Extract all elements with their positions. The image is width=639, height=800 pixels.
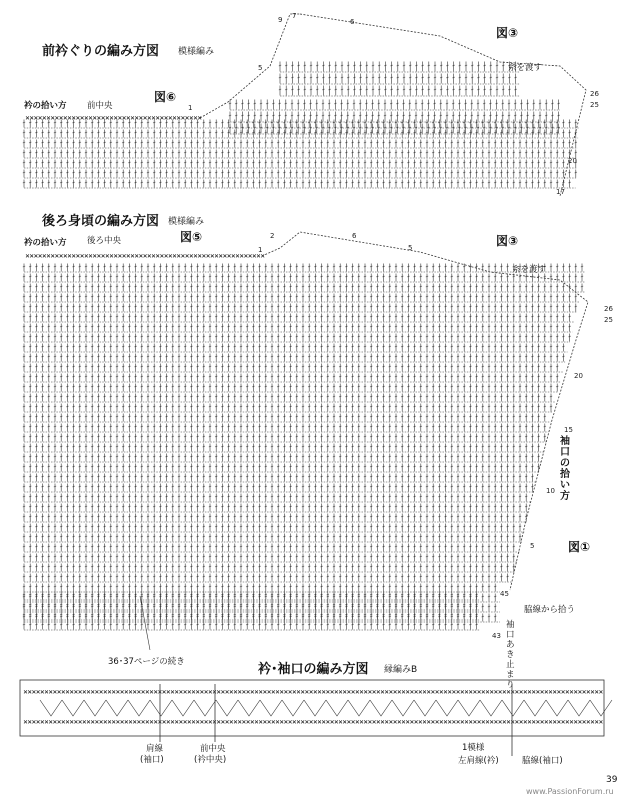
sleeve-pickup-label: 袖口の拾い方 <box>560 436 570 502</box>
continued-label: 36･37ページの続き <box>108 657 185 667</box>
edge-subtitle: 縁編みB <box>384 665 418 675</box>
edge-fan <box>590 700 612 716</box>
top-num: 26 <box>590 90 599 98</box>
top-stitch-grid <box>23 120 579 189</box>
back-subtitle: 模様編み <box>168 217 205 227</box>
back-num: 43 <box>492 632 501 640</box>
edge-fan <box>546 700 568 716</box>
top-fig-left: 図⑥ <box>154 90 177 104</box>
back-num: 2 <box>270 232 275 240</box>
top-yarn-label: 糸を渡す <box>508 63 543 73</box>
edge-fan <box>216 700 238 716</box>
edge-fan <box>84 700 106 716</box>
edge-fan <box>40 700 62 716</box>
back-num: 25 <box>604 316 613 324</box>
edge-fan <box>150 700 172 716</box>
edge-fan <box>238 700 260 716</box>
back-fig-left: 図⑤ <box>180 230 203 244</box>
edge-side-line-label: 脇線(袖口) <box>522 756 563 766</box>
edge-fan <box>128 700 150 716</box>
top-center-label: 前中央 <box>87 101 113 111</box>
back-title: 後ろ身頃の編み方図 <box>42 214 160 229</box>
edge-fan <box>392 700 414 716</box>
edge-row-1 <box>24 690 602 693</box>
edge-fan <box>436 700 458 716</box>
edge-fan <box>480 700 502 716</box>
back-num: 20 <box>574 372 583 380</box>
top-pickup-label: 衿の拾い方 <box>24 101 67 111</box>
sleeve-end-label: 袖口あき止まり <box>506 620 515 690</box>
back-hem-grid <box>23 592 480 631</box>
top-num: 17 <box>556 188 565 196</box>
edge-fan <box>106 700 128 716</box>
top-num: 7 <box>292 12 297 20</box>
back-collar-row <box>26 254 264 257</box>
page-number: 39 <box>606 775 618 785</box>
edge-fan <box>370 700 392 716</box>
back-num: 5 <box>530 542 535 550</box>
back-num: 1 <box>258 246 263 254</box>
edge-fan <box>62 700 84 716</box>
edge-row-2 <box>24 720 602 723</box>
edge-left-shoulder-label: 左肩線(衿) <box>458 756 499 766</box>
back-fig-right: 図③ <box>496 234 519 248</box>
back-yarn-label: 糸を渡す <box>512 265 547 275</box>
edge-shoulder-sub: (袖口) <box>140 755 164 765</box>
top-subtitle: 模様編み <box>178 47 215 57</box>
top-shoulder-line <box>300 14 586 196</box>
edge-front-center-label: 前中央 <box>200 744 226 754</box>
edge-fan <box>260 700 282 716</box>
top-num: 25 <box>590 101 599 109</box>
edge-fan <box>524 700 546 716</box>
edge-fan <box>414 700 436 716</box>
top-fig-right: 図③ <box>496 26 519 40</box>
back-num: 45 <box>500 590 509 598</box>
edge-fan <box>172 700 194 716</box>
side-pickup-label: 脇線から拾う <box>524 605 576 615</box>
back-num: 5 <box>408 244 413 252</box>
back-num: 10 <box>546 487 555 495</box>
back-num: 15 <box>564 426 573 434</box>
back-pickup-label: 衿の拾い方 <box>24 238 67 248</box>
edge-fan <box>194 700 216 716</box>
top-upper-grid <box>229 100 560 135</box>
top-num: 1 <box>188 104 193 112</box>
edge-fan <box>568 700 590 716</box>
edge-fan <box>304 700 326 716</box>
edge-fan <box>348 700 370 716</box>
edge-fan <box>458 700 480 716</box>
back-outline <box>262 232 591 590</box>
back-center-label: 後ろ中央 <box>87 236 122 246</box>
edge-fan <box>326 700 348 716</box>
top-collar-row <box>26 116 201 119</box>
edge-frame <box>20 680 604 736</box>
top-num: 9 <box>278 16 283 24</box>
edge-shoulder-label: 肩線 <box>146 744 164 754</box>
back-stitch-grid <box>23 264 585 623</box>
watermark: www.PassionForum.ru <box>526 787 614 796</box>
edge-front-center-sub: (衿中央) <box>194 755 227 765</box>
edge-title: 衿･袖口の編み方図 <box>258 662 369 677</box>
back-num: 6 <box>352 232 357 240</box>
top-num: 20 <box>568 157 577 165</box>
edge-pattern-label: 1模様 <box>462 743 485 753</box>
top-title: 前衿ぐりの編み方図 <box>42 44 160 59</box>
top-num: 6 <box>350 18 355 26</box>
back-num: 26 <box>604 305 613 313</box>
edge-fan <box>502 700 524 716</box>
edge-fan <box>282 700 304 716</box>
top-num: 5 <box>258 64 263 72</box>
back-fig-bottom: 図① <box>568 540 591 554</box>
top-neck-grid <box>279 62 520 97</box>
